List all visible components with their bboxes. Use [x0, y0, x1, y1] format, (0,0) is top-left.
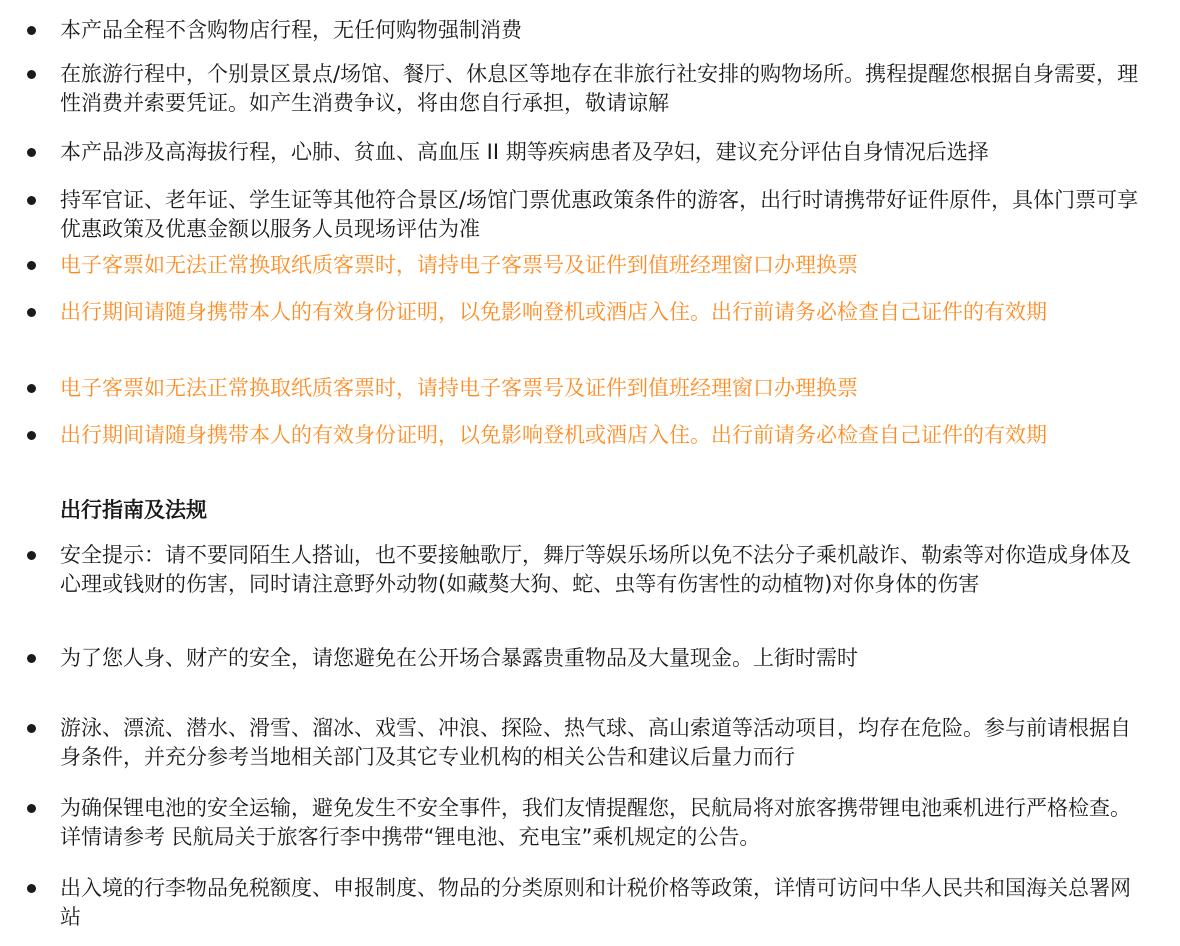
bullet-icon	[27, 148, 36, 157]
list-item-text: 为了您人身、财产的安全，请您避免在公开场合暴露贵重物品及大量现金。上街时需时	[60, 646, 858, 670]
bullet-icon	[27, 804, 36, 813]
list-item-text: 为确保锂电池的安全运输，避免发生不安全事件，我们友情提醒您，民航局将对旅客携带锂电池乘机进行严格检查。详情请参考 民航局关于旅客行李中携带“锂电池、充电宝”乘机规定的公告。	[60, 796, 1131, 849]
list-item-text: 本产品全程不含购物店行程，无任何购物强制消费	[60, 18, 522, 42]
list-item	[60, 794, 1142, 852]
list-item	[60, 138, 1142, 167]
list-item-text: 持军官证、老年证、学生证等其他符合景区/场馆门票优惠政策条件的游客，出行时请携带好证件原件，具体门票可享优惠政策及优惠金额以服务人员现场评估为准	[60, 188, 1139, 241]
list-item	[60, 541, 1142, 599]
highlight-list-item	[60, 298, 1142, 327]
bullet-icon	[27, 654, 36, 663]
bullet-icon	[27, 26, 36, 35]
bullet-icon	[27, 431, 36, 440]
list-item-text: 游泳、漂流、潜水、滑雪、溜冰、戏雪、冲浪、探险、热气球、高山索道等活动项目，均存在危险。参与前请根据自身条件，并充分参考当地相关部门及其它专业机构的相关公告和建议后量力而行	[60, 716, 1131, 769]
list-item-text: 出入境的行李物品免税额度、申报制度、物品的分类原则和计税价格等政策，详情可访问中华人民共和国海关总署网站	[60, 876, 1131, 929]
list-item	[60, 186, 1142, 244]
list-item-text: 安全提示：请不要同陌生人搭讪，也不要接触歌厅，舞厅等娱乐场所以免不法分子乘机敲诈、勒索等对你造成身体及心理或钱财的伤害，同时请注意野外动物(如藏獒大狗、蛇、虫等有伤害性的动植物)对你身体的伤害	[60, 543, 1131, 596]
list-item-text: 出行期间请随身携带本人的有效身份证明，以免影响登机或酒店入住。出行前请务必检查自己证件的有效期	[60, 300, 1047, 324]
highlight-list-item	[60, 374, 1142, 403]
list-item	[60, 714, 1142, 772]
list-item-text: 本产品涉及高海拔行程，心肺、贫血、高血压 II 期等疾病患者及孕妇，建议充分评估自身情况后选择	[60, 140, 989, 164]
section-title: 出行指南及法规	[60, 498, 207, 522]
bullet-icon	[27, 724, 36, 733]
bullet-icon	[27, 196, 36, 205]
list-item-text: 电子客票如无法正常换取纸质客票时，请持电子客票号及证件到值班经理窗口办理换票	[60, 253, 858, 277]
list-item	[60, 644, 1142, 673]
bullet-icon	[27, 884, 36, 893]
bullet-icon	[27, 551, 36, 560]
list-item	[60, 60, 1142, 118]
list-item	[60, 16, 1142, 45]
bullet-icon	[27, 384, 36, 393]
bullet-icon	[27, 308, 36, 317]
list-item-text: 出行期间请随身携带本人的有效身份证明，以免影响登机或酒店入住。出行前请务必检查自己证件的有效期	[60, 423, 1047, 447]
highlight-list-item	[60, 251, 1142, 280]
highlight-list-item	[60, 421, 1142, 450]
list-item-text: 电子客票如无法正常换取纸质客票时，请持电子客票号及证件到值班经理窗口办理换票	[60, 376, 858, 400]
list-item-text: 在旅游行程中，个别景区景点/场馆、餐厅、休息区等地存在非旅行社安排的购物场所。携程提醒您根据自身需要，理性消费并索要凭证。如产生消费争议，将由您自行承担，敬请谅解	[60, 62, 1139, 115]
list-item	[60, 874, 1142, 932]
bullet-icon	[27, 261, 36, 270]
bullet-icon	[27, 70, 36, 79]
